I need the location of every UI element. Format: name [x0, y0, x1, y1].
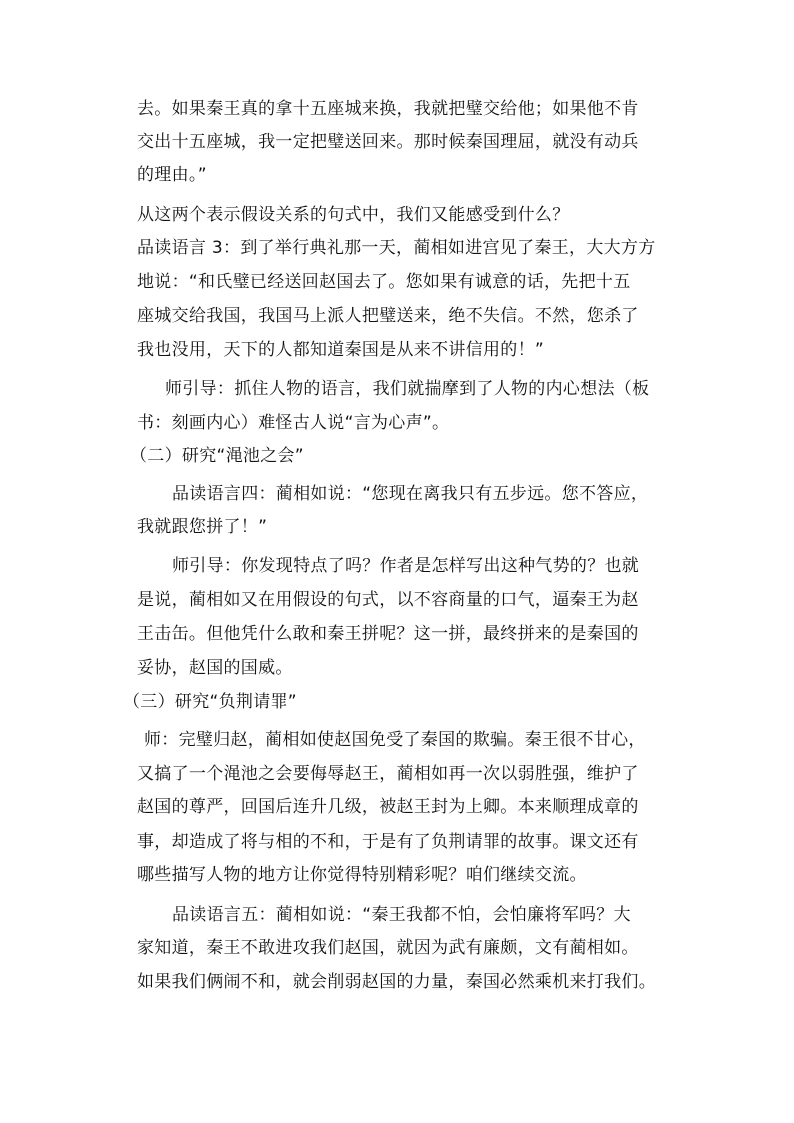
text-line-20: 又搞了一个渑池之会要侮辱赵王，蔺相如再一次以弱胜强，维护了 [137, 764, 639, 784]
text-line-19: 师：完璧归赵，蔺相如使赵国免受了秦国的欺骗。秦王很不甘心， [144, 730, 646, 750]
text-line-26: 如果我们俩闹不和，就会削弱赵国的力量，秦国必然乘机来打我们。 [137, 972, 656, 992]
section-heading-2: （二）研究“渑池之会” [130, 446, 304, 466]
text-line-14: 师引导：你发现特点了吗？作者是怎样写出这种气势的？也就 [172, 556, 640, 576]
text-line-25: 家知道，秦王不敢进攻我们赵国，就因为武有廉颇，文有蔺相如。 [137, 938, 639, 958]
text-line-9: 师引导：抓住人物的语言，我们就揣摩到了人物的内心想法（板 [165, 379, 650, 399]
text-line-3: 的理由。” [137, 165, 207, 185]
text-line-1: 去。如果秦王真的拿十五座城来换，我就把璧交给他；如果他不肯 [137, 99, 639, 119]
text-line-13: 我就跟您拼了！” [137, 517, 268, 537]
text-line-22: 事，却造成了将与相的不和，于是有了负荆请罪的故事。课文还有 [137, 832, 639, 852]
text-line-21: 赵国的尊严，回国后连升几级，被赵王封为上卿。本来顺理成章的 [137, 797, 639, 817]
text-line-17: 妥协，赵国的国威。 [137, 658, 293, 678]
text-line-23: 哪些描写人物的地方让你觉得特别精彩呢？咱们继续交流。 [137, 865, 587, 885]
text-line-6: 地说：“和氏璧已经送回赵国去了。您如果有诚意的话，先把十五 [137, 272, 631, 292]
text-line-16: 王击缶。但他凭什么敢和秦王拼呢？这一拼，最终拼来的是秦国的 [137, 624, 639, 644]
text-line-2: 交出十五座城，我一定把璧送回来。那时候秦国理屈，就没有动兵 [137, 132, 639, 152]
text-line-12: 品读语言四：蔺相如说：“您现在离我只有五步远。您不答应， [172, 484, 649, 504]
text-line-24: 品读语言五：蔺相如说：“秦王我都不怕，会怕廉将军吗？大 [172, 905, 631, 925]
section-heading-3: （三）研究“负荆请罪” [123, 692, 297, 712]
text-line-15: 是说，蔺相如又在用假设的句式，以不容商量的口气，逼秦王为赵 [137, 590, 639, 610]
text-line-8: 我也没用，天下的人都知道秦国是从来不讲信用的！” [137, 340, 545, 360]
text-line-10: 书：刻画内心）难怪古人说“言为心声”。 [137, 413, 450, 433]
text-line-4: 从这两个表示假设关系的句式中，我们又能感受到什么？ [137, 205, 570, 225]
text-line-7: 座城交给我国，我国马上派人把璧送来，绝不失信。不然，您杀了 [137, 306, 639, 326]
text-line-5: 品读语言 3：到了举行典礼那一天，蔺相如进宫见了秦王，大大方方 [137, 238, 656, 258]
